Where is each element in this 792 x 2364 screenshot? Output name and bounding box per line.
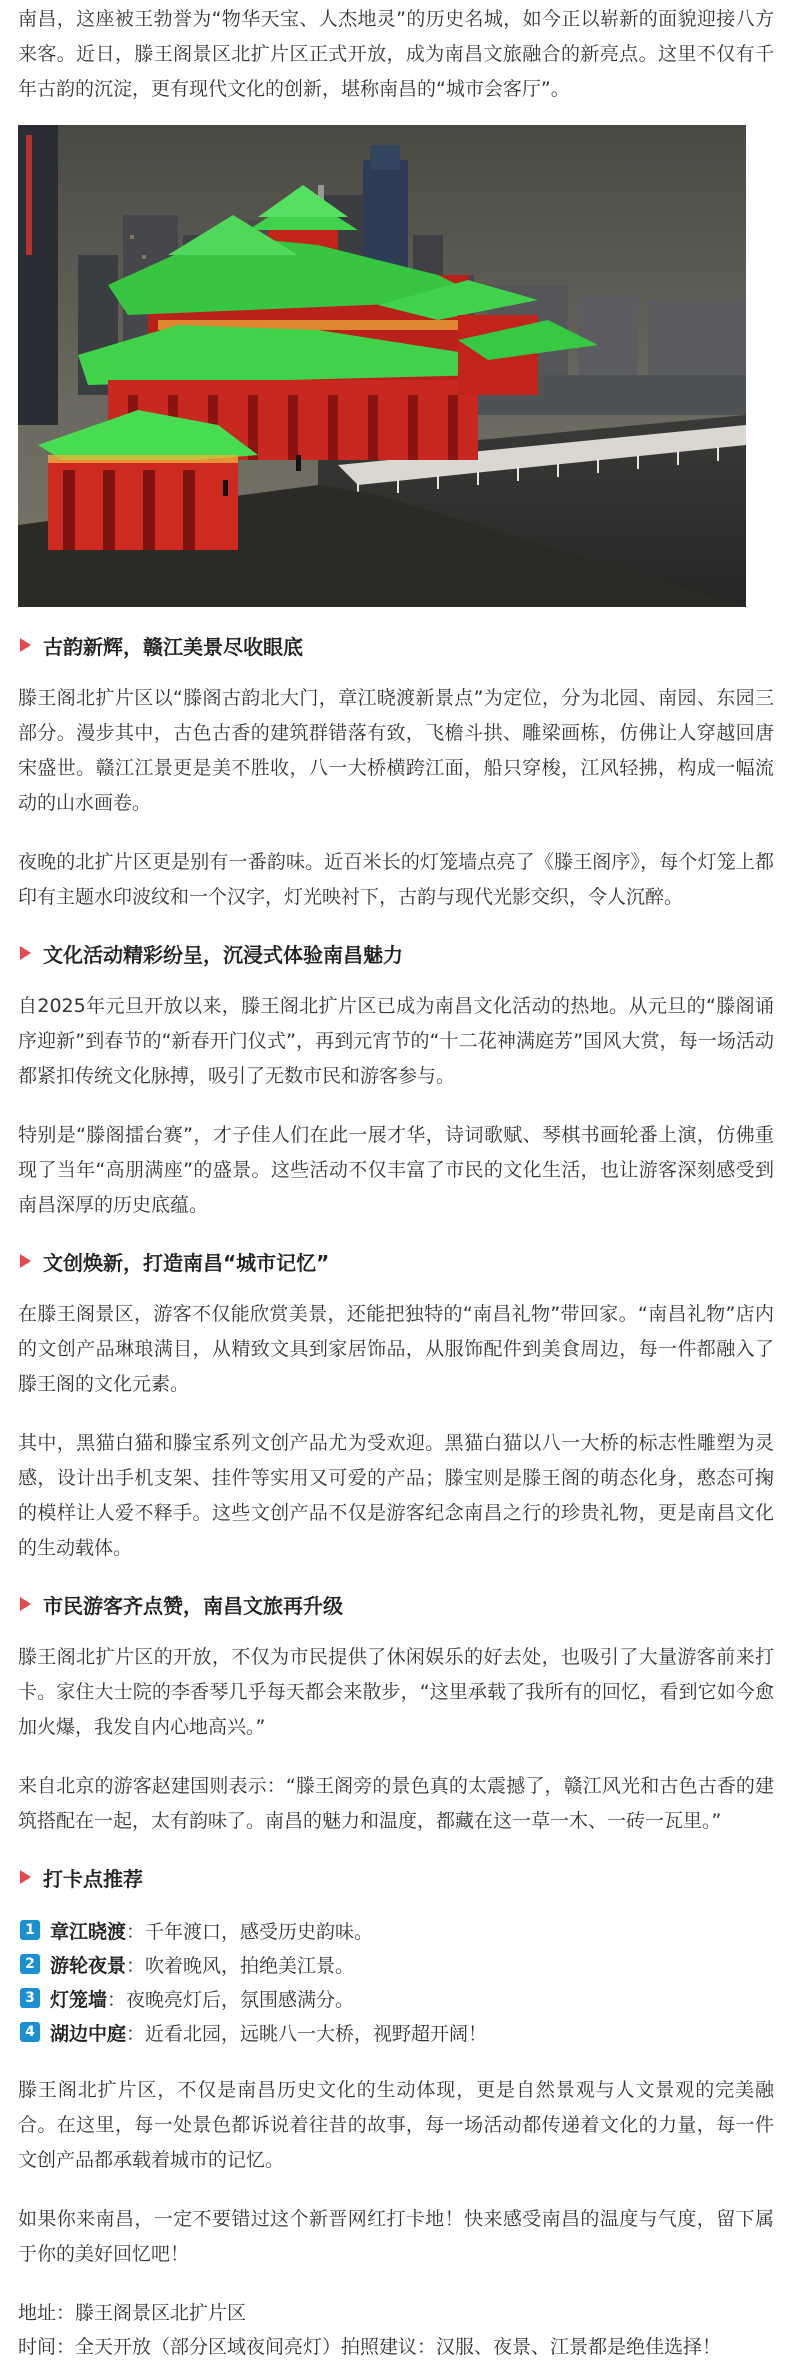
triangle-marker-icon bbox=[20, 946, 31, 960]
list-item bbox=[18, 1913, 774, 1947]
body-paragraph: 在滕王阁景区，游客不仅能欣赏美景，还能把独特的“南昌礼物”带回家。“南昌礼物”店内的文创产品琳琅满目，从精致文具到家居饰品，从服饰配件到美食周边，每一件都融入了滕王阁的文化元素。 bbox=[18, 1303, 774, 1395]
triangle-marker-icon bbox=[20, 1870, 31, 1884]
section-title: 文创焕新，打造南昌“城市记忆” bbox=[43, 1250, 330, 1275]
checkin-title: 打卡点推荐 bbox=[43, 1866, 143, 1891]
spot-description: 吹着晚风，拍绝美江景。 bbox=[145, 1954, 355, 1977]
number-badge-icon: 4 bbox=[20, 2022, 40, 2042]
spot-name: 灯笼墙 bbox=[50, 1988, 108, 2011]
list-item bbox=[18, 1947, 774, 1981]
body-paragraph: 滕王阁北扩片区以“滕阁古韵北大门，章江晓渡新景点”为定位，分为北园、南园、东园三部分。漫步其中，古色古香的建筑群错落有致，飞檐斗拱、雕梁画栋，仿佛让人穿越回唐宋盛世。赣江江景更是美不胜收，八一大桥横跨江面，船只穿梭，江风轻拂，构成一幅流动的山水画卷。 bbox=[18, 687, 774, 814]
spot-separator: ： bbox=[107, 1988, 127, 2011]
number-badge-icon: 2 bbox=[20, 1954, 40, 1974]
section-title: 古韵新辉，赣江美景尽收眼底 bbox=[43, 634, 303, 659]
section-heading bbox=[18, 1243, 774, 1279]
body-paragraph: 其中，黑猫白猫和滕宝系列文创产品尤为受欢迎。黑猫白猫以八一大桥的标志性雕塑为灵感，设计出手机支架、挂件等实用又可爱的产品；滕宝则是滕王阁的萌态化身，憨态可掬的模样让人爱不释手。这些文创产品不仅是游客纪念南昌之行的珍贵礼物，更是南昌文化的生动载体。 bbox=[18, 1432, 774, 1559]
section-title: 文化活动精彩纷呈，沉浸式体验南昌魅力 bbox=[43, 942, 403, 967]
number-badge-icon: 1 bbox=[20, 1920, 40, 1940]
body-paragraph: 滕王阁北扩片区的开放，不仅为市民提供了休闲娱乐的好去处，也吸引了大量游客前来打卡。家住大士院的李香琴几乎每天都会来散步，“这里承载了我所有的回忆，看到它如今愈加火爆，我发自内心地高兴。” bbox=[18, 1646, 774, 1738]
body-paragraph: 自2025年元旦开放以来，滕王阁北扩片区已成为南昌文化活动的热地。从元旦的“滕阁诵序迎新”到春节的“新春开门仪式”，再到元宵节的“十二花神满庭芳”国风大赏，每一场活动都紧扣传统文化脉搏，吸引了无数市民和游客参与。 bbox=[18, 995, 774, 1087]
section-title: 市民游客齐点赞，南昌文旅再升级 bbox=[43, 1593, 343, 1618]
section-heading bbox=[18, 1586, 774, 1622]
section-heading bbox=[18, 627, 774, 663]
section-heading bbox=[18, 935, 774, 971]
intro-paragraph: 南昌，这座被王勃誉为“物华天宝、人杰地灵”的历史名城，如今正以崭新的面貌迎接八方来客。近日，滕王阁景区北扩片区正式开放，成为南昌文旅融合的新亮点。这里不仅有千年古韵的沉淀，更有现代文化的创新，堪称南昌的“城市会客厅”。 bbox=[18, 8, 774, 100]
tengwang-pavilion-night-photo bbox=[18, 125, 746, 607]
spot-separator: ： bbox=[126, 1920, 146, 1943]
spot-separator: ： bbox=[126, 1954, 146, 1977]
triangle-marker-icon bbox=[20, 1597, 31, 1611]
address-line: 地址：滕王阁景区北扩片区 bbox=[18, 2302, 247, 2324]
spot-separator: ： bbox=[126, 2022, 146, 2045]
triangle-marker-icon bbox=[20, 638, 31, 652]
triangle-marker-icon bbox=[20, 1254, 31, 1268]
closing-paragraph: 如果你来南昌，一定不要错过这个新晋网红打卡地！快来感受南昌的温度与气度，留下属于你的美好回忆吧！ bbox=[18, 2208, 774, 2265]
spot-description: 千年渡口，感受历史韵味。 bbox=[145, 1920, 374, 1943]
list-item bbox=[18, 1981, 774, 2015]
checkin-list bbox=[18, 1913, 774, 2049]
number-badge-icon: 3 bbox=[20, 1988, 40, 2008]
list-item bbox=[18, 2015, 774, 2049]
spot-name: 游轮夜景 bbox=[50, 1954, 127, 1977]
visit-info bbox=[18, 2296, 774, 2364]
body-paragraph: 夜晚的北扩片区更是别有一番韵味。近百米长的灯笼墙点亮了《滕王阁序》，每个灯笼上都印有主题水印波纹和一个汉字，灯光映衬下，古韵与现代光影交织，令人沉醉。 bbox=[18, 851, 774, 908]
body-paragraph: 特别是“滕阁擂台赛”，才子佳人们在此一展才华，诗词歌赋、琴棋书画轮番上演，仿佛重现了当年“高朋满座”的盛景。这些活动不仅丰富了市民的文化生活，也让游客深刻感受到南昌深厚的历史底蕴。 bbox=[18, 1124, 774, 1216]
spot-description: 近看北园，远眺八一大桥，视野超开阔！ bbox=[145, 2022, 488, 2045]
spot-name: 湖边中庭 bbox=[50, 2022, 127, 2045]
spot-name: 章江晓渡 bbox=[50, 1920, 127, 1943]
time-line: 时间：全天开放（部分区域夜间亮灯）拍照建议：汉服、夜景、江景都是绝佳选择！ bbox=[18, 2336, 722, 2358]
spot-description: 夜晚亮灯后，氛围感满分。 bbox=[126, 1988, 355, 2011]
section-heading bbox=[18, 1859, 774, 1895]
closing-paragraph: 滕王阁北扩片区，不仅是南昌历史文化的生动体现，更是自然景观与人文景观的完美融合。在这里，每一处景色都诉说着往昔的故事，每一场活动都传递着文化的力量，每一件文创产品都承载着城市的记忆。 bbox=[18, 2079, 774, 2171]
body-paragraph: 来自北京的游客赵建国则表示：“滕王阁旁的景色真的太震撼了，赣江风光和古色古香的建筑搭配在一起，太有韵味了。南昌的魅力和温度，都藏在这一草一木、一砖一瓦里。” bbox=[18, 1775, 774, 1832]
